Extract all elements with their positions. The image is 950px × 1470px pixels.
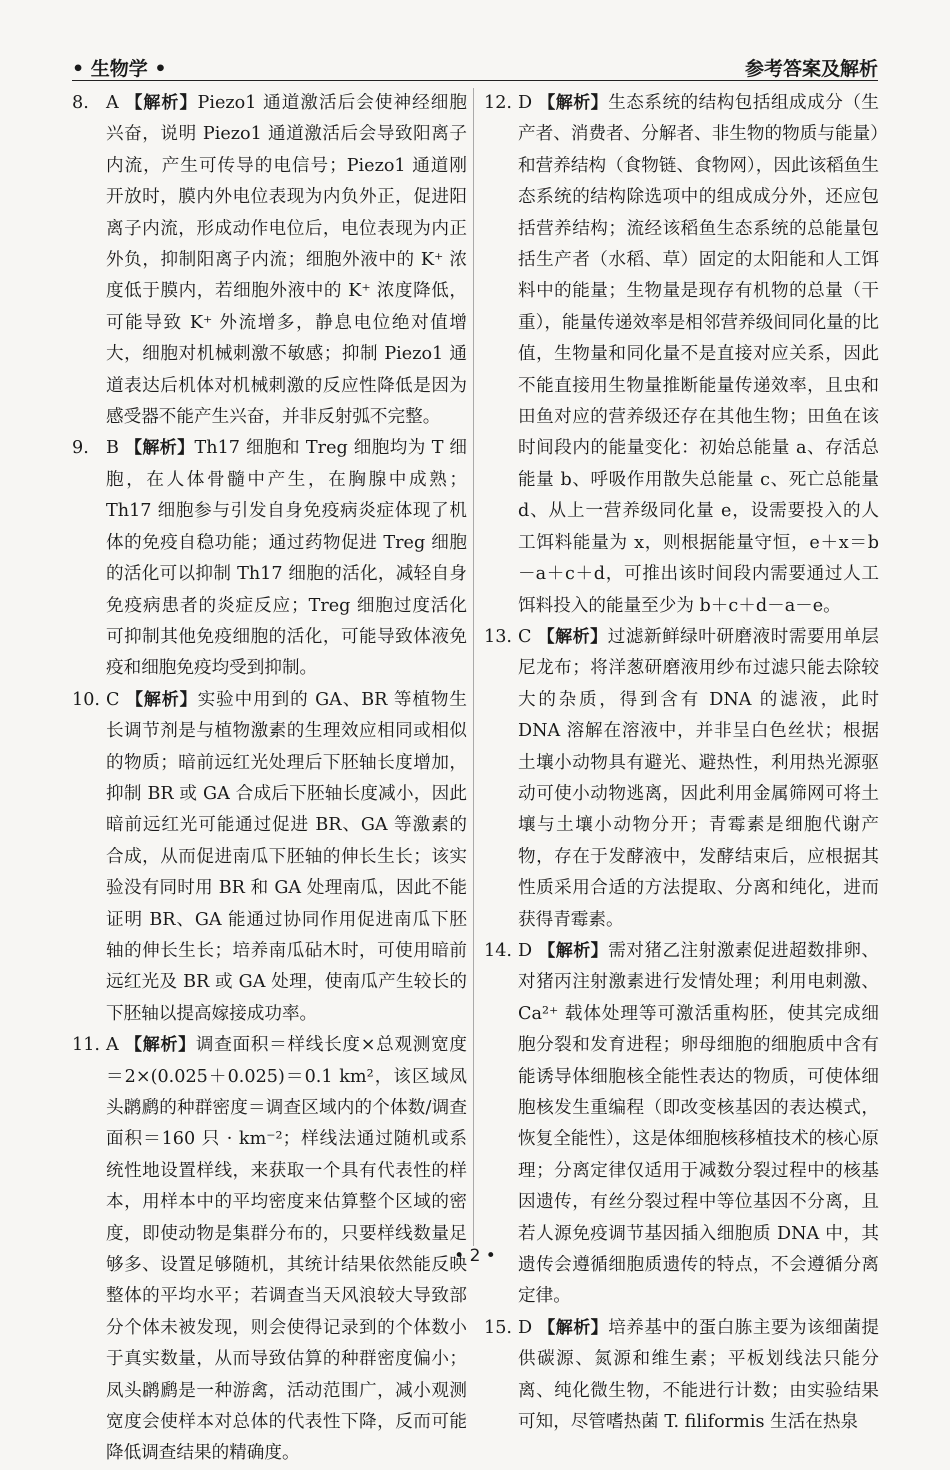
analysis-tag: 【解析】 bbox=[125, 1035, 196, 1056]
question-number: 13. bbox=[484, 626, 512, 647]
question-number: 10. bbox=[72, 689, 100, 710]
answer-choice: D bbox=[518, 1317, 533, 1338]
answer-choice: B bbox=[106, 438, 119, 459]
analysis-text: Th17 细胞和 Treg 细胞均为 T 细胞，在人体骨髓中产生，在胸腺中成熟；Th17 细胞参与引发自身免疫病炎症体现了机体的免疫自稳功能；通过药物促进 Treg 细胞的活化可以抑制 Th17 细胞的活化，减轻自身免疫病患者的炎症反应；Treg 细胞过度活化可抑制其他免疫细胞的活化，可能导致体液免疫和细胞免疫均受到抑制。 bbox=[106, 438, 468, 679]
answer-item-9 bbox=[72, 433, 467, 684]
analysis-text: 过滤新鲜绿叶研磨液时需要用单层尼龙布；将洋葱研磨液用纱布过滤只能去除较大的杂质，得到含有 DNA 的滤液，此时 DNA 溶解在溶液中，并非呈白色丝状；根据土壤小动物具有避光、避热性，利用热光源驱动可使小动物逃离，因此利用金属筛网可将土壤与土壤小动物分开；青霉素是细胞代谢产物，存在于发酵液中，发酵结束后，应根据其性质采用合适的方法提取、分离和纯化，进而获得青霉素。 bbox=[518, 626, 879, 930]
answer-item-13 bbox=[484, 622, 879, 936]
subject-label: • 生物学 • bbox=[72, 58, 167, 80]
answer-item-15 bbox=[484, 1313, 879, 1439]
answer-item-12 bbox=[484, 88, 879, 622]
analysis-tag: 【解析】 bbox=[538, 93, 609, 113]
question-number: 14. bbox=[484, 940, 512, 961]
page-number: • 2 • bbox=[454, 1246, 496, 1266]
answer-choice: D bbox=[518, 93, 533, 113]
analysis-tag: 【解析】 bbox=[538, 940, 609, 961]
analysis-text: 实验中用到的 GA、BR 等植物生长调节剂是与植物激素的生理效应相同或相似的物质；暗前远红光处理后下胚轴长度增加，抑制 BR 或 GA 合成后下胚轴长度减小，因此暗前远红光可能通过促进 BR、GA 等激素的合成，从而促进南瓜下胚轴的伸长生长；该实验没有同时用 BR 和 GA 处理南瓜，因此不能证明 BR、GA 能通过协同作用促进南瓜下胚轴的伸长生长；培养南瓜砧木时，可使用暗前远红光及 BR 或 GA 处理，使南瓜产生较长的下胚轴以提高嫁接成功率。 bbox=[106, 689, 468, 1024]
analysis-text: 生态系统的结构包括组成成分（生产者、消费者、分解者、非生物的物质与能量）和营养结构（食物链、食物网），因此该稻鱼生态系统的结构除选项中的组成成分外，还应包括营养结构；流经该稻鱼生态系统的总能量包括生产者（水稻、草）固定的太阳能和人工饵料中的能量；生物量是现存有机物的总量（干重），能量传递效率是相邻营养级间同化量的比值，生物量和同化量不是直接对应关系，因此不能直接用生物量推断能量传递效率，且虫和田鱼对应的营养级还存在其他生物；田鱼在该时间段内的能量变化：初始总能量 a、存活总能量 b、呼吸作用散失总能量 c、死亡总能量 d、从上一营养级同化量 e，设需要投入的人工饵料能量为 x，则根据能量守恒，e＋x＝b－a＋c＋d，可推出该时间段内需要通过人工饵料投入的能量至少为 b＋c＋d－a－e。 bbox=[518, 93, 880, 616]
answer-item-10 bbox=[72, 685, 467, 1030]
analysis-text: 培养基中的蛋白胨主要为该细菌提供碳源、氮源和维生素；平板划线法只能分离、纯化微生物，不能进行计数；由实验结果可知，尽管嗜热菌 T. filiformis 生活在热泉 bbox=[518, 1317, 880, 1433]
answer-choice: C bbox=[518, 626, 532, 647]
section-title: 参考答案及解析 bbox=[744, 58, 878, 80]
analysis-tag: 【解析】 bbox=[125, 689, 198, 710]
question-number: 12. bbox=[484, 93, 512, 113]
analysis-text: Piezo1 通道激活后会使神经细胞兴奋，说明 Piezo1 通道激活后会导致阳离子内流，产生可传导的电信号；Piezo1 通道刚开放时，膜内外电位表现为内负外正，促进阳离子内流，形成动作电位后，电位表现为内正外负，抑制阳离子内流；细胞外液中的 K⁺ 浓度低于膜内，若细胞外液中的 K⁺ 浓度降低，可能导致 K⁺ 外流增多，静息电位绝对值增大，细胞对机械刺激不敏感；抑制 Piezo1 通道表达后机体对机械刺激的反应性降低是因为感受器不能产生兴奋，并非反射弧不完整。 bbox=[106, 93, 468, 428]
answer-choice: A bbox=[106, 93, 119, 113]
analysis-tag: 【解析】 bbox=[538, 1317, 609, 1338]
question-number: 11. bbox=[72, 1035, 100, 1056]
answer-choice: C bbox=[106, 689, 120, 710]
answer-choice: D bbox=[518, 940, 533, 961]
page-header bbox=[72, 52, 878, 81]
right-column bbox=[484, 88, 879, 1438]
answer-item-8 bbox=[72, 88, 467, 433]
question-number: 8. bbox=[72, 93, 89, 113]
analysis-text: 需对猪乙注射激素促进超数排卵、对猪丙注射激素进行发情处理；利用电刺激、Ca²⁺ 载体处理等可激活重构胚，使其完成细胞分裂和发育进程；卵母细胞的细胞质中含有能诱导体细胞核全能性表达的物质，可使体细胞核发生重编程（即改变核基因的表达模式，恢复全能性），这是体细胞核移植技术的核心原理；分离定律仅适用于减数分裂过程中的核基因遗传，有丝分裂过程中等位基因不分离，且若人源免疫调节基因插入细胞质 DNA 中，其遗传会遵循细胞质遗传的特点，不会遵循分离定律。 bbox=[518, 940, 880, 1307]
question-number: 9. bbox=[72, 438, 89, 459]
column-divider bbox=[473, 88, 474, 1246]
analysis-text: 调查面积＝样线长度×总观测宽度＝2×(0.025＋0.025)＝0.1 km²，该区域凤头䴙䴘的种群密度＝调查区域内的个体数/调查面积＝160 只 · km⁻²；样线法通过随机或系统性地设置样线，来获取一个具有代表性的样本，用样本中的平均密度来估算整个区域的密度，即使动物是集群分布的，只要样线数量足够多、设置足够随机，其统计结果依然能反映整体的平均水平；若调查当天风浪较大导致部分个体未被发现，则会使得记录到的个体数小于真实数量，从而导致估算的种群密度偏小；凤头䴙䴘是一种游禽，活动范围广，减小观测宽度会使样本对总体的代表性下降，反而可能降低调查结果的精确度。 bbox=[106, 1035, 468, 1464]
analysis-tag: 【解析】 bbox=[125, 93, 198, 113]
analysis-tag: 【解析】 bbox=[124, 438, 195, 459]
answer-choice: A bbox=[106, 1035, 119, 1056]
question-number: 15. bbox=[484, 1317, 512, 1338]
analysis-tag: 【解析】 bbox=[537, 626, 608, 647]
